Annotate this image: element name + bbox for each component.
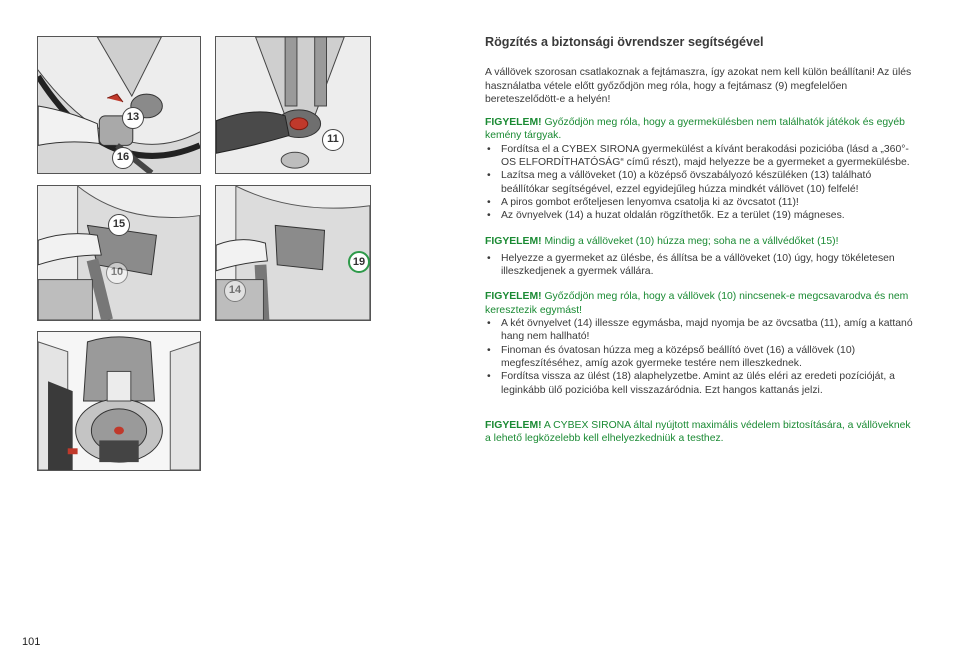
warning-1 bbox=[485, 116, 917, 143]
page-number: 101 bbox=[22, 636, 41, 648]
section-title: Rögzítés a biztonsági övrendszer segítségével bbox=[485, 35, 764, 49]
list-item: • Lazítsa meg a vállöveket (10) a középső övszabályozó készüléken (13) található beállítókar segítségével, ezzel egyidejűleg húzza mindkét vállövet (10) felfelé! bbox=[485, 169, 917, 196]
list-item: • Fordítsa vissza az ülést (18) alaphelyzetbe. Amint az ülés eléri az eredeti pozícióját, a leginkább ülő pozicióba kell visszazáródnia. Ezt hangos kattanás jelzi. bbox=[485, 370, 917, 397]
illustration-seat-in-car-drawing bbox=[38, 332, 200, 470]
callout-10: 10 bbox=[106, 262, 128, 284]
callout-16: 16 bbox=[112, 147, 134, 169]
instruction-list-2 bbox=[485, 252, 917, 279]
callout-15: 15 bbox=[108, 214, 130, 236]
instruction-list-1 bbox=[485, 143, 917, 223]
list-item: • A két övnyelvet (14) illessze egymásba, majd nyomja be az övcsatba (11), amíg a kattanó hang nem hallható! bbox=[485, 317, 917, 344]
illustration-seat-in-car bbox=[37, 331, 201, 471]
list-item: • Az övnyelvek (14) a huzat oldalán rögzíthetők. Ez a terület (19) mágneses. bbox=[485, 209, 917, 222]
illustration-shoulder-pad bbox=[37, 185, 201, 321]
instruction-list-3 bbox=[485, 317, 917, 397]
callout-14: 14 bbox=[224, 280, 246, 302]
callout-11: 11 bbox=[322, 129, 344, 151]
warning-3 bbox=[485, 290, 917, 317]
warning-label: FIGYELEM! bbox=[485, 291, 542, 303]
list-item: • Helyezze a gyermeket az ülésbe, és állítsa be a vállöveket (10) úgy, hogy tökéletesen illeszkedjenek a gyermek vállára. bbox=[485, 252, 917, 279]
warning-label: FIGYELEM! bbox=[485, 117, 542, 129]
warning-text: Győződjön meg róla, hogy a vállövek (10) nincsenek-e megcsavarodva és nem keresztezik egymást! bbox=[485, 291, 909, 316]
list-item: • Fordítsa el a CYBEX SIRONA gyermekülést a kívánt berakodási pozicióba (lásd a „360°-OS ELFORDÍTHATÓSÁG“ című részt), majd helyezze be a gyermeket a gyermekülésbe. bbox=[485, 143, 917, 170]
instructions-column bbox=[485, 36, 917, 455]
warning-label: FIGYELEM! bbox=[485, 235, 542, 247]
callout-19: 19 bbox=[348, 251, 370, 273]
warning-text: Mindig a vállöveket (10) húzza meg; soha ne a vállvédőket (15)! bbox=[544, 235, 839, 247]
illustration-buckle-release-drawing bbox=[216, 37, 370, 173]
illustration-buckle-release bbox=[215, 36, 371, 174]
list-item: • Finoman és óvatosan húzza meg a középső beállító övet (16) a vállövek (10) megfeszítéséhez, amíg azok gyermeke testére nem illeszkednek. bbox=[485, 344, 917, 371]
illustration-shoulder-pad-drawing bbox=[38, 186, 200, 320]
warning-4 bbox=[485, 419, 917, 446]
list-item: • A piros gombot erőteljesen lenyomva csatolja ki az övcsatot (11)! bbox=[485, 196, 917, 209]
warning-label: FIGYELEM! bbox=[485, 419, 542, 431]
illustration-adjuster bbox=[37, 36, 201, 174]
illustration-magnetic-area bbox=[215, 185, 371, 321]
intro-paragraph: A vállövek szorosan csatlakoznak a fejtámaszra, így azokat nem kell külön beállítani! Az ülés használatba vétele előtt győződjön meg róla, hogy a fejtámasz (9) megfelelően bereteszelődött-e a helyén! bbox=[485, 67, 912, 105]
warning-text: Győződjön meg róla, hogy a gyermekülésben nem találhatók játékok és egyéb kemény tárgyak. bbox=[485, 117, 905, 142]
warning-2 bbox=[485, 235, 917, 248]
callout-13: 13 bbox=[122, 107, 144, 129]
warning-text: A CYBEX SIRONA által nyújtott maximális védelem biztosítására, a vállöveknek a lehető legközelebb kell elhelyezkedniük a testhez. bbox=[485, 419, 911, 445]
